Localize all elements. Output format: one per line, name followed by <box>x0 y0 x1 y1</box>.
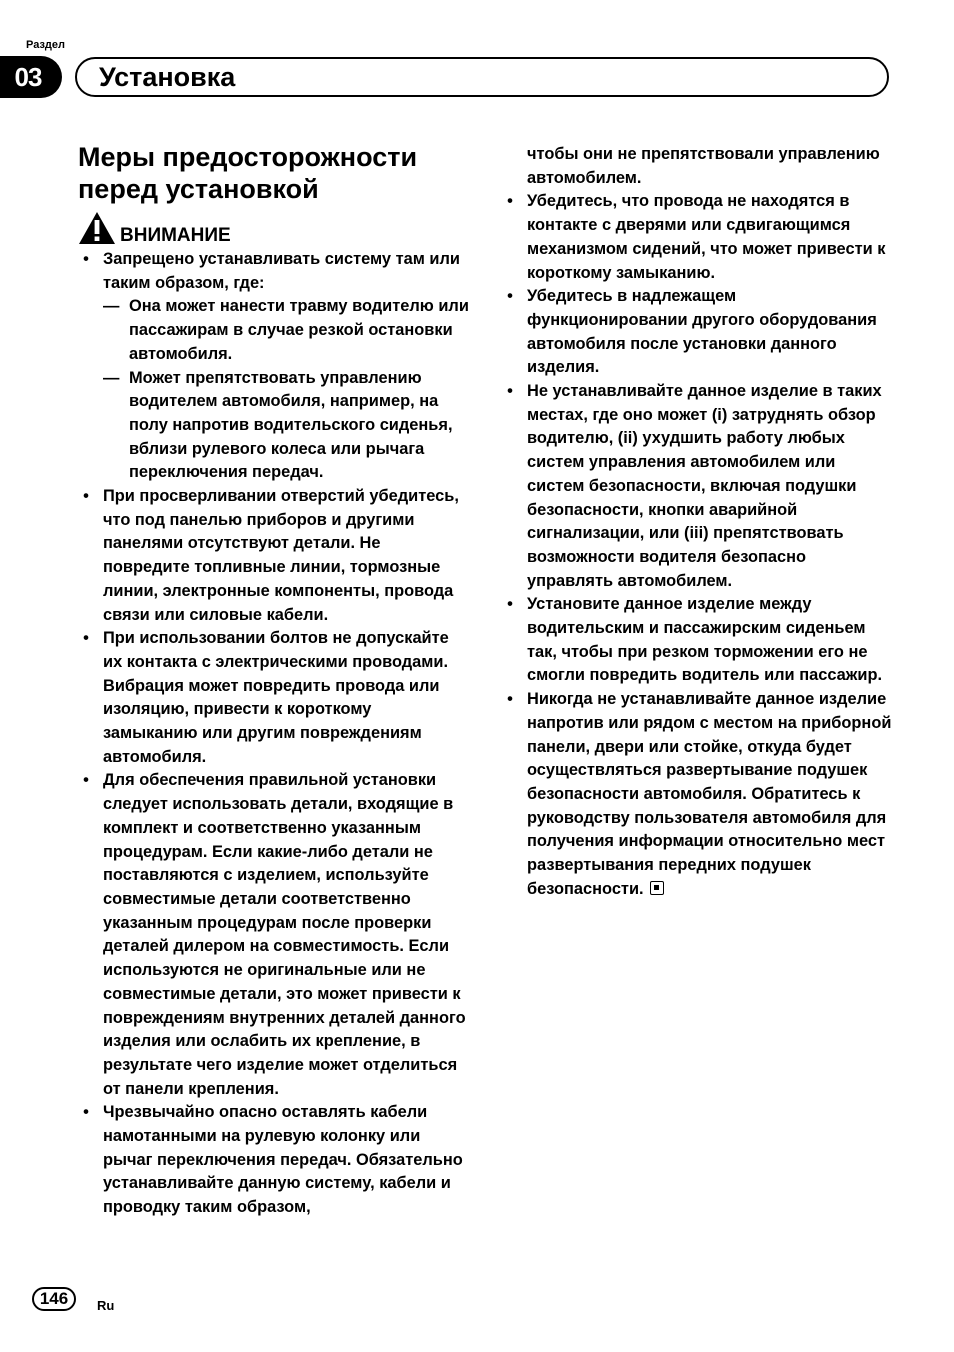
end-of-section-icon <box>650 881 664 895</box>
bullet: • <box>83 629 89 648</box>
bullet: • <box>507 595 513 614</box>
list-item <box>78 627 470 769</box>
sub-item-text: Может препятствовать управлению водителем автомобиля, например, на полу напротив водительского сиденья, вблизи рулевого колеса или рычага переключения передач. <box>129 368 453 482</box>
list-item <box>502 190 896 285</box>
list-item-text: Никогда не устанавливайте данное изделие напротив или рядом с местом на приборной панели, двери или стойке, откуда будет осуществляться развертывание подушек безопасности автомобиля. Обратитесь к руководству пользователя автомобиля для получения информации относительно мест развертывания передних подушек безопасности. <box>527 690 892 898</box>
list-item-text: Убедитесь в надлежащем функционировании другого оборудования автомобиля после установки данного изделия. <box>527 287 877 377</box>
list-item-text: Для обеспечения правильной установки следует использовать детали, входящие в комплект и соответственно указанным процедурам. Если какие-либо детали не поставляются с изделием, используйте совместимые детали соответственно указанным процедурам после проверки деталей дилером на совместимость. Если используются не оригинальные или не совместимые детали, это может привести к повреждениям внутренних деталей данного изделия или ослабить их крепление, в результате чего изделие может отделиться от панели крепления. <box>103 771 466 1098</box>
sub-item <box>103 367 470 486</box>
list-item-text: Чрезвычайно опасно оставлять кабели намотанными на рулевую колонку или рычаг переключения передач. Обязательно устанавливайте данную систему, кабели и проводку таким образом, <box>103 1103 463 1217</box>
list-item <box>502 380 896 593</box>
list-item-text: Запрещено устанавливать систему там или таким образом, где: <box>103 250 460 292</box>
page-number: 146 <box>32 1287 76 1311</box>
warning-header <box>78 211 378 247</box>
sub-item <box>103 295 470 366</box>
list-item-text: Убедитесь, что провода не находятся в контакте с дверями или сдвигающимся механизмом сидений, что может привести к короткому замыканию. <box>527 192 886 282</box>
section-label: Раздел <box>26 39 65 51</box>
continuation-text: чтобы они не препятствовали управлению автомобилем. <box>527 145 880 187</box>
page-heading: Меры предосторожности перед установкой <box>78 142 418 204</box>
list-item <box>78 769 470 1101</box>
bullet: • <box>507 287 513 306</box>
warning-triangle-icon <box>78 211 116 245</box>
bullet: • <box>83 250 89 268</box>
list-item-text: Не устанавливайте данное изделие в таких местах, где оно может (i) затруднять обзор водителю, (ii) ухудшить работу любых систем управления автомобилем или систем безопасности, включая подушки безопасности, кнопки аварийной сигнализации, или (iii) препятствовать возможности водителя безопасно управлять автомобилем. <box>527 382 882 590</box>
list-item-text: При просверливании отверстий убедитесь, что под панелью приборов и другими панелями отсутствуют детали. Не повредите топливные линии, тормозные линии, электронные компоненты, провода связи или силовые кабели. <box>103 487 459 624</box>
list-item-continuation <box>502 143 896 190</box>
language-code: Ru <box>97 1298 115 1313</box>
list-item-text: Установите данное изделие между водительским и пассажирским сиденьем так, чтобы при резком торможении его не смогли повредить водитель или пассажир. <box>527 595 883 685</box>
dash: — <box>103 297 120 316</box>
warning-label: ВНИМАНИЕ <box>120 225 231 246</box>
bullet: • <box>83 487 89 506</box>
list-item <box>502 688 896 901</box>
bullet: • <box>83 771 89 790</box>
list-item <box>78 485 470 627</box>
bullet: • <box>507 382 513 401</box>
section-number-badge: 03 <box>0 56 62 98</box>
list-item-text: При использовании болтов не допускайте их контакта с электрическими проводами. Вибрация может повредить провода или изоляцию, привести к короткому замыканию или другим повреждениям автомобиля. <box>103 629 449 766</box>
dash: — <box>103 368 120 387</box>
list-item <box>502 593 896 688</box>
right-precautions-list <box>502 143 896 902</box>
left-precautions-list <box>78 248 470 1220</box>
bullet: • <box>83 1103 89 1122</box>
list-item <box>78 248 470 485</box>
bullet: • <box>507 690 513 709</box>
list-item <box>502 285 896 380</box>
section-title-bar <box>75 57 889 97</box>
section-title: Установка <box>99 62 236 92</box>
list-item <box>78 1101 470 1220</box>
bullet: • <box>507 192 513 211</box>
sub-item-text: Она может нанести травму водителю или пассажирам в случае резкой остановки автомобиля. <box>129 297 469 363</box>
